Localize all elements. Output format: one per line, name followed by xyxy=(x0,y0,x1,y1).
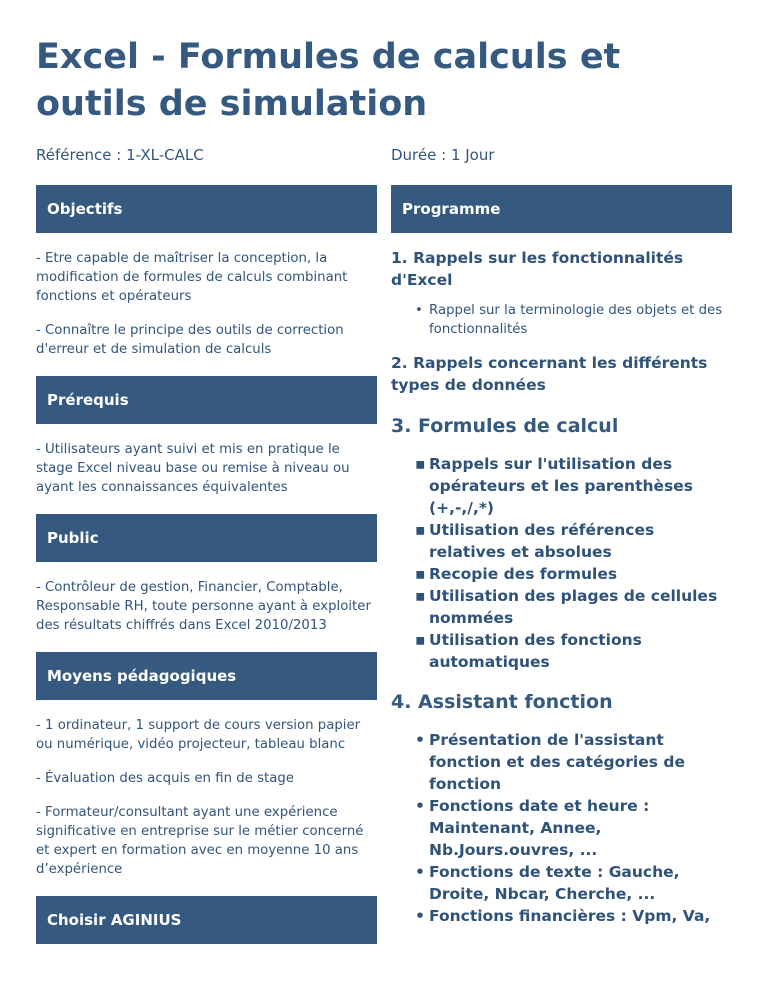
section-3-list xyxy=(391,453,732,673)
list-item: • Rappel sur la terminologie des objets et des fonctionnalités xyxy=(415,303,723,337)
moyens-text-3: - Formateur/consultant ayant une expérience significative en entreprise sur le métier concerné et expert en formation avec en moyenne 10 ans d’expérience xyxy=(36,805,364,877)
objectifs-text-2: - Connaître le principe des outils de correction d'erreur et de simulation de calculs xyxy=(36,323,344,357)
section-4-list xyxy=(391,729,732,927)
list-item: • Fonctions financières : Vpm, Va, xyxy=(415,907,711,925)
list-item: • Présentation de l'assistant fonction et des catégories de fonction xyxy=(415,731,685,793)
bullet-icon: ▪ xyxy=(415,521,426,539)
right-column xyxy=(391,185,732,927)
moyens-text-1: - 1 ordinateur, 1 support de cours version papier ou numérique, vidéo projecteur, tableau blanc xyxy=(36,718,361,752)
list-item: ▪ Utilisation des plages de cellules nommées xyxy=(415,587,718,627)
list-item: ▪ Recopie des formules xyxy=(415,565,618,583)
section-1-title: 1. Rappels sur les fonctionnalités d'Excel xyxy=(391,249,684,289)
bullet-icon: • xyxy=(415,863,425,881)
section-4-title: 4. Assistant fonction xyxy=(391,691,613,713)
bullet-icon: ▪ xyxy=(415,565,426,583)
bullet-icon: ▪ xyxy=(415,587,426,605)
list-item: • Fonctions de texte : Gauche, Droite, Nbcar, Cherche, ... xyxy=(415,863,680,903)
bullet-icon: • xyxy=(415,797,425,815)
moyens-text-2: - Évaluation des acquis en fin de stage xyxy=(36,771,294,786)
list-item: ▪ Utilisation des fonctions automatiques xyxy=(415,631,642,671)
section-1-list xyxy=(391,301,732,339)
bullet-icon: • xyxy=(415,731,425,749)
bullet-icon: • xyxy=(415,907,425,925)
objectifs-text-1: - Etre capable de maîtriser la conception, la modification de formules de calculs combinant fonctions et opérateurs xyxy=(36,251,348,304)
reference: Référence : 1-XL-CALC xyxy=(36,146,204,164)
bullet-icon: ▪ xyxy=(415,631,426,649)
list-item: • Fonctions date et heure : Maintenant, Annee, Nb.Jours.ouvres, ... xyxy=(415,797,650,859)
prerequis-text: - Utilisateurs ayant suivi et mis en pratique le stage Excel niveau base ou remise à niveau ou ayant les connaissances équivalentes xyxy=(36,442,350,495)
section-3-title: 3. Formules de calcul xyxy=(391,415,619,437)
bullet-icon: ▪ xyxy=(415,455,426,473)
duration: Durée : 1 Jour xyxy=(391,146,495,164)
moyens-header: Moyens pédagogiques xyxy=(36,652,377,700)
left-column xyxy=(36,185,377,944)
list-item: ▪ Rappels sur l'utilisation des opérateurs et les parenthèses (+,-,/,*) xyxy=(415,455,694,517)
choisir-header: Choisir AGINIUS xyxy=(36,896,377,944)
bullet-icon: • xyxy=(415,303,423,318)
prerequis-header: Prérequis xyxy=(36,376,377,424)
public-text: - Contrôleur de gestion, Financier, Comptable, Responsable RH, toute personne ayant à exploiter des résultats chiffrés dans Excel 2010/2013 xyxy=(36,580,371,633)
page-title: Excel - Formules de calculs et outils de simulation xyxy=(36,37,621,124)
public-header: Public xyxy=(36,514,377,562)
section-2-title: 2. Rappels concernant les différents types de données xyxy=(391,354,708,394)
list-item: ▪ Utilisation des références relatives et absolues xyxy=(415,521,655,561)
programme-header: Programme xyxy=(391,185,732,233)
objectifs-header: Objectifs xyxy=(36,185,377,233)
